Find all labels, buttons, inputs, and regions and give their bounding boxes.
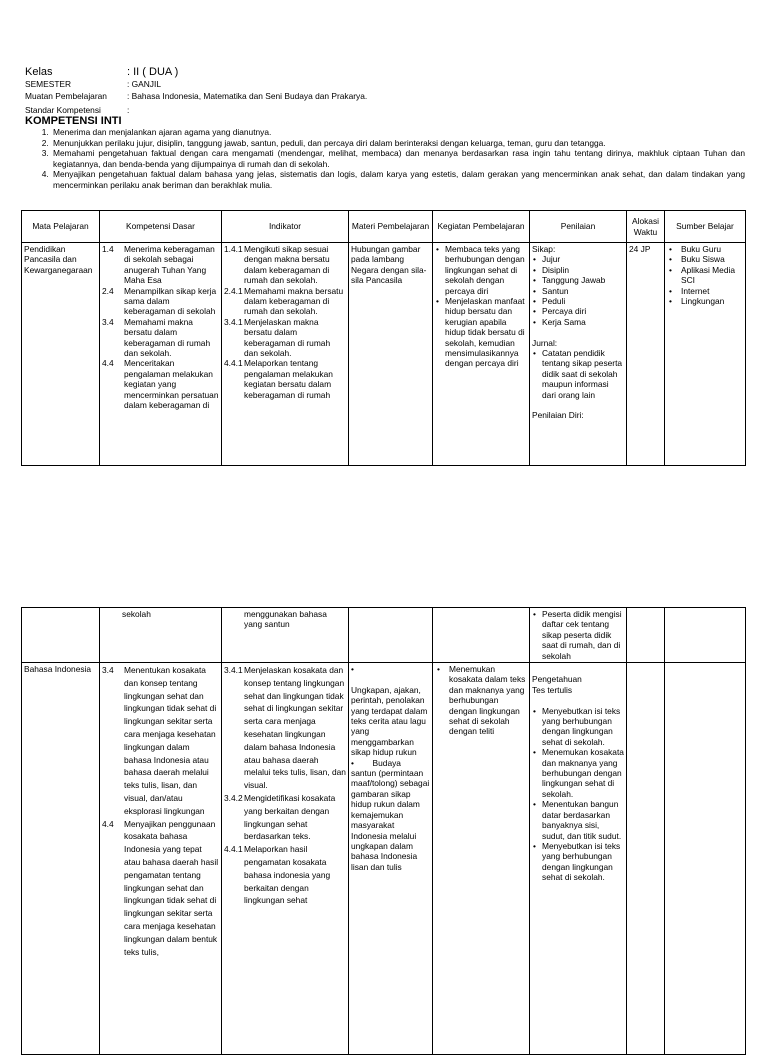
penilaian-list [532,609,624,661]
cell-penilaian [530,663,627,1055]
page-gap [0,470,768,590]
kegiatan-list [435,664,527,737]
list-item: • Buku Guru [667,244,743,254]
header-alokasi-waktu: Alokasi Waktu [627,211,665,243]
standar-row [25,105,745,116]
standar-value: : [127,104,130,115]
cell-kegiatan [433,608,530,663]
header-mata-pelajaran: Mata Pelajaran [22,211,100,243]
silabus-table-continued [21,607,746,1055]
cell-materi [349,663,433,1055]
cell-indikator [222,243,349,466]
list-item: • Menyebutkan isi teks yang berhubungan dengan lingkungan sehat di sekolah. [532,841,624,883]
cell-sumber-belajar [665,243,746,466]
cell-alokasi-waktu [627,663,665,1055]
list-item: • Tanggung Jawab [532,275,624,285]
cell-mata-pelajaran [22,608,100,663]
header-kegiatan: Kegiatan Pembelajaran [433,211,530,243]
sumber-list [667,244,743,306]
list-item: • Lingkungan [667,296,743,306]
indikator-item: 1.4.1 Mengikuti sikap sesuai dengan makna bersatu dalam keberagaman di rumah dan sekolah. [224,244,330,286]
materi-item-head: • Budaya [351,757,401,768]
semester-label: SEMESTER [25,79,72,89]
table-row [22,608,746,663]
penilaian-sikap-title: Sikap: [532,244,556,254]
ki-item: 1. Menerima dan menjalankan ajaran agama yang dianutnya. [51,127,745,138]
document-header [25,66,745,190]
indikator-item: 4.4.1 Melaporkan tentang pengalaman melakukan kegiatan bersatu dalam keberagaman di rumah [224,358,333,400]
kompetensi-inti-list [25,127,745,190]
materi-item: Ungkapan, ajakan, perintah, penolakan yang terdapat dalam teks cerita atau lagu yang menggambarkan sikap hidup rukun [351,684,428,758]
list-item: • Santun [532,286,624,296]
cell-kompetensi-dasar [100,663,222,1055]
muatan-row [25,91,745,102]
header-kompetensi-dasar: Kompetensi Dasar [100,211,222,243]
penilaian-subtitle: Tes tertulis [532,684,573,695]
list-item: • Internet [667,286,743,296]
list-item: • Disiplin [532,265,624,275]
list-item: • Kerja Sama [532,317,624,327]
cell-penilaian [530,243,627,466]
indikator-item: 4.4.1 Melaporkan hasil pengamatan kosakata bahasa indonesia yang berkaitan dengan lingkungan sehat [224,844,331,906]
ki-item: 4. Menyajikan pengetahuan faktual dalam bahasa yang jelas, sistematis dan logis, dalam karya yang estetis, dalam gerakan yang mencerminkan anak sehat, dan dalam tindakan yang mencerminkan perilaku anak beriman dan berakhlak mulia. [51,169,745,190]
kelas-value: : II ( DUA ) [127,66,179,78]
list-item: • Menyebutkan isi teks yang berhubungan dengan lingkungan sehat di sekolah. [532,706,624,748]
indikator-item: 3.4.1 Menjelaskan kosakata dan konsep tentang lingkungan sehat dan lingkungan tidak sehat di lingkungan sekitar serta cara menjaga kesehatan lingkungan dalam bahasa Indonesia atau bahasa daerah melalui teks tulis, lisan, dan visual. [224,665,346,791]
kelas-label: Kelas [25,66,53,78]
kd-item: 1.4 Menerima keberagaman di sekolah sebagai anugerah Tuhan Yang Maha Esa [102,244,215,286]
cell-kegiatan [433,663,530,1055]
header-penilaian: Penilaian [530,211,627,243]
table-row [22,663,746,1055]
list-item: • Menentukan bangun datar berdasarkan banyaknya sisi, sudut, dan titik sudut. [532,799,624,841]
silabus-table [21,210,746,466]
table-header-row [22,211,746,243]
list-item: • Percaya diri [532,306,624,316]
sikap-list [532,254,624,327]
semester-row [25,79,745,90]
kd-item: 3.4 Memahami makna bersatu dalam keberagaman di rumah dan sekolah. [102,316,211,359]
penilaian-list [532,706,624,883]
materi-bullet: • [351,664,354,675]
indikator-item: 2.4.1 Memahami makna bersatu dalam keberagaman di rumah dan sekolah. [224,285,344,317]
muatan-label: Muatan Pembelajaran [25,90,107,101]
materi-item: santun (permintaan maaf/tolong) sebagai gambaran sikap hidup rukun dalam kemajemukan masyarakat Indonesia melalui ungkapan dalam bahasa Indonesia lisan dan tulis [351,768,430,872]
cell-kegiatan [433,243,530,466]
kd-item: 2.4 Menampilkan sikap kerja sama dalam keberagaman di sekolah [102,285,217,317]
kd-item: 4.4 Menyajikan penggunaan kosakata bahasa Indonesia yang tepat atau bahasa daerah hasil pengamatan tentang lingkungan sehat dan lingkungan tidak sehat di lingkungan sekitar serta cara menjaga kesehatan lingkungan dalam bentuk teks tulis, [102,818,219,957]
header-indikator: Indikator [222,211,349,243]
page-2 [0,590,768,1024]
cell-indikator [222,663,349,1055]
cell-mata-pelajaran: Pendidikan Pancasila dan Kewarganegaraan [22,243,100,466]
list-item: • Menjelaskan manfaat hidup bersatu dan kerugian apabila hidup tidak bersatu di sekolah, kemudian mensimulasikannya dengan percaya diri [435,296,527,369]
standar-label: Standar Kompetensi [25,104,101,115]
cell-sumber-belajar [665,663,746,1055]
penilaian-diri-title: Penilaian Diri: [532,410,584,421]
kd-item: 3.4 Menentukan kosakata dan konsep tentang lingkungan sehat dan lingkungan tidak sehat di lingkungan sekitar serta cara menjaga kesehatan lingkungan dalam bahasa Indonesia atau bahasa daerah melalui teks tulis, lisan, dan visual, dan/atau eksplorasi lingkungan [102,665,217,816]
page-1 [0,0,768,470]
list-item: • Catatan pendidik tentang sikap peserta didik saat di sekolah maupun informasi dari orang lain [532,348,624,400]
table-row [22,243,746,466]
cell-indikator: menggunakan bahasa yang santun [222,608,349,663]
cell-alokasi-waktu [627,608,665,663]
list-item: • Peduli [532,296,624,306]
list-item: • Jujur [532,254,624,264]
cell-kompetensi-dasar: sekolah [100,608,222,663]
semester-value: : GANJIL [127,79,161,89]
cell-sumber-belajar [665,608,746,663]
list-item: • Membaca teks yang berhubungan dengan lingkungan sehat di sekolah dengan percaya diri [435,244,527,296]
header-materi: Materi Pembelajaran [349,211,433,243]
penilaian-jurnal-title: Jurnal: [532,337,558,348]
jurnal-list [532,348,624,400]
list-item: • Peserta didik mengisi daftar cek tentang sikap peserta didik saat di rumah, dan di sekolah [532,609,624,661]
cell-kompetensi-dasar [100,243,222,466]
ki-item: 3. Memahami pengetahuan faktual dengan cara mengamati (mendengar, melihat, membaca) dan menanya berdasarkan rasa ingin tahu tentang dirinya, makhluk ciptaan Tuhan dan kegiatannya, dan benda-benda yang dijumpainya di rumah dan di sekolah. [51,148,745,169]
list-item: • Buku Siswa [667,254,743,264]
kompetensi-inti-title: KOMPETENSI INTI [25,115,122,128]
kd-item: 4.4 Menceritakan pengalaman melakukan kegiatan yang mencerminkan persatuan dalam keberagaman di [102,358,219,411]
list-item: • Aplikasi Media SCI [667,265,743,286]
indikator-item: 3.4.2 Mengidetifikasi kosakata yang berkaitan dengan lingkungan sehat berdasarkan teks. [224,793,336,842]
ki-item: 2. Menunjukkan perilaku jujur, disiplin, tanggung jawab, santun, peduli, dan percaya diri dalam berinteraksi dengan keluarga, teman, guru dan tetangga. [51,138,745,149]
penilaian-title: Pengetahuan [532,674,582,685]
muatan-value: : Bahasa Indonesia, Matematika dan Seni Budaya dan Prakarya. [127,90,368,101]
cell-mata-pelajaran: Bahasa Indonesia [22,663,100,1055]
cell-penilaian [530,608,627,663]
list-item: • Menemukan kosakata dan maknanya yang berhubungan dengan lingkungan sehat di sekolah. [532,747,624,799]
header-sumber-belajar: Sumber Belajar [665,211,746,243]
kegiatan-list [435,244,527,369]
cell-materi [349,608,433,663]
cell-materi: Hubungan gambar pada lambang Negara dengan sila-sila Pancasila [349,243,433,466]
kelas-row [25,66,745,79]
indikator-item: 3.4.1 Menjelaskan makna bersatu dalam keberagaman di rumah dan sekolah. [224,316,331,359]
cell-alokasi-waktu: 24 JP [627,243,665,466]
list-item: • Menemukan kosakata dalam teks dan maknanya yang berhubungan dengan lingkungan sehat di sekolah dengan teliti [435,664,527,737]
